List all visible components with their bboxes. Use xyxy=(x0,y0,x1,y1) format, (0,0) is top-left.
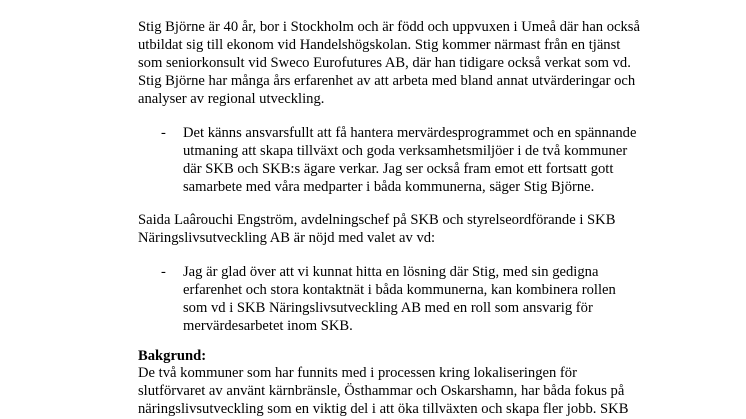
paragraph-line: slutförvaret av använt kärnbränsle, Östhammar och Oskarshamn, har båda fokus på xyxy=(138,383,625,399)
quote-line: Det känns ansvarsfullt att få hantera mervärdesprogrammet och en spännande xyxy=(183,125,637,141)
paragraph-line: Stig Björne har många års erfarenhet av att arbeta med bland annat utvärderingar och xyxy=(138,73,636,89)
paragraph-line: utbildat sig till ekonom vid Handelshögskolan. Stig kommer närmast från en tjänst xyxy=(138,37,621,53)
paragraph-line: Stig Björne är 40 år, bor i Stockholm och är född och uppvuxen i Umeå där han också xyxy=(138,19,640,35)
paragraph-line: De två kommuner som har funnits med i processen kring lokaliseringen för xyxy=(138,365,577,381)
quote-line: som vd i SKB Näringslivsutveckling AB med en roll som ansvarig för xyxy=(183,300,593,316)
bullet-dash: - xyxy=(161,264,166,280)
quote-line: mervärdesarbetet inom SKB. xyxy=(183,318,353,334)
quote-line: utmaning att skapa tillväxt och goda verksamhetsmiljöer i de två kommuner xyxy=(183,143,628,159)
paragraph-line: analyser av regional utveckling. xyxy=(138,91,325,107)
section-heading: Bakgrund: xyxy=(138,348,207,364)
paragraph-line: Saida Laârouchi Engström, avdelningschef på SKB och styrelseordförande i SKB xyxy=(138,212,616,228)
quote-line: erfarenhet och stora kontaktnät i båda kommunerna, kan kombinera rollen xyxy=(183,282,616,298)
paragraph-line: Näringslivsutveckling AB är nöjd med valet av vd: xyxy=(138,230,436,246)
paragraph-line: näringslivsutveckling som en viktig del i att öka tillväxten och skapa fler jobb. SKB xyxy=(138,401,629,417)
quote-line: samarbete med våra medparter i båda kommunerna, säger Stig Björne. xyxy=(183,179,595,195)
quote-line: där SKB och SKB:s ägare verkar. Jag ser också fram emot ett fortsatt gott xyxy=(183,161,614,177)
bullet-dash: - xyxy=(161,125,166,141)
paragraph-line: som seniorkonsult vid Sweco Eurofutures AB, där han tidigare också verkat som vd. xyxy=(138,55,631,71)
quote-line: Jag är glad över att vi kunnat hitta en lösning där Stig, med sin gedigna xyxy=(183,264,599,280)
